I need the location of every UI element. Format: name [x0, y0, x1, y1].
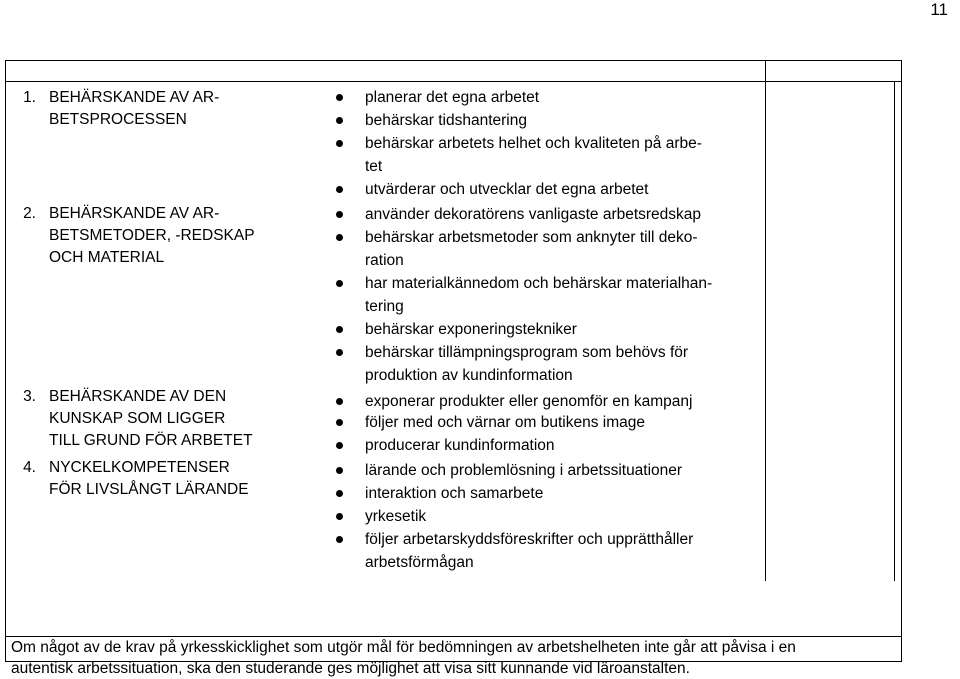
- bullet-icon: [336, 117, 343, 124]
- bullet-icon: [336, 326, 343, 333]
- bullet-icon: [336, 94, 343, 101]
- bullet-icon: [336, 211, 343, 218]
- bullet-icon: [336, 349, 343, 356]
- column-divider: [765, 81, 766, 581]
- column-divider: [765, 61, 766, 81]
- table-header-strip: [6, 61, 901, 82]
- bullet-icon: [336, 490, 343, 497]
- section-number: 4.: [23, 459, 36, 476]
- bullet-icon: [336, 398, 343, 405]
- bullet-icon: [336, 186, 343, 193]
- column-divider: [894, 81, 895, 581]
- section-title: BEHÄRSKANDE AV AR- BETSMETODER, -REDSKAP OCH MATERIAL: [49, 205, 255, 266]
- bullet-icon: [336, 467, 343, 474]
- section-title: NYCKELKOMPETENSER FÖR LIVSLÅNGT LÄRANDE: [49, 459, 249, 498]
- bullet-icon: [336, 140, 343, 147]
- bullet-icon: [336, 419, 343, 426]
- section-title: BEHÄRSKANDE AV AR- BETSPROCESSEN: [49, 89, 220, 128]
- bullet-icon: [336, 280, 343, 287]
- section-number: 3.: [23, 388, 36, 405]
- section-number: 1.: [23, 89, 36, 106]
- section-title: BEHÄRSKANDE AV DEN KUNSKAP SOM LIGGER TILL GRUND FÖR ARBETET: [49, 388, 253, 449]
- bullet-icon: [336, 442, 343, 449]
- assessment-table: 1. BEHÄRSKANDE AV AR- BETSPROCESSEN 2. BEHÄRSKANDE AV AR- BETSMETODER, -REDSKAP OCH MATERIAL 3. BEHÄRSKANDE AV DEN KUNSKAP SOM LIGGER TILL GRUND FÖR ARBETET 4. NYCKELKOMPETENSER FÖR LIVSLÅNGT LÄRANDE planerar det egna arbetet behärskar tidshantering behärskar arbetets helhet och kvaliteten på arbe- tet utvärderar och utvecklar det egna arbetet använder dekoratörens vanligaste arbetsredskap behärskar arbetsmetoder som anknyter till deko- ration har materialkännedom och behärskar materialhan- tering behärskar exponeringstekniker behärskar tillämpningsprogram som behövs för produktion av kundinformation exponerar produkter eller genomför en kampanj följer med och värnar om butikens image producerar kundinformation lärande och problemlösning i arbetssituationer interaktion och samarbete yrkesetik följer arbetarskyddsföreskrifter och upprätthåller arbetsförmågan Om något av de krav på yrkesskicklighet som utgör mål för bedömningen av arbetshelheten inte går att påvisa i en autentisk arbetssituation, ska den studerande ges möjlighet att visa sitt kunnande vid läroanstalten.: [5, 60, 902, 662]
- section-number: 2.: [23, 205, 36, 222]
- footer-note: Om något av de krav på yrkesskicklighet som utgör mål för bedömningen av arbetshelheten inte går att påvisa i en autentisk arbetssituation, ska den studerande ges möjlighet att visa sitt kunnande vid läroanstalten.: [11, 639, 796, 677]
- bullet-icon: [336, 234, 343, 241]
- bullet-icon: [336, 536, 343, 543]
- page-number: 11: [930, 0, 948, 19]
- bullet-icon: [336, 513, 343, 520]
